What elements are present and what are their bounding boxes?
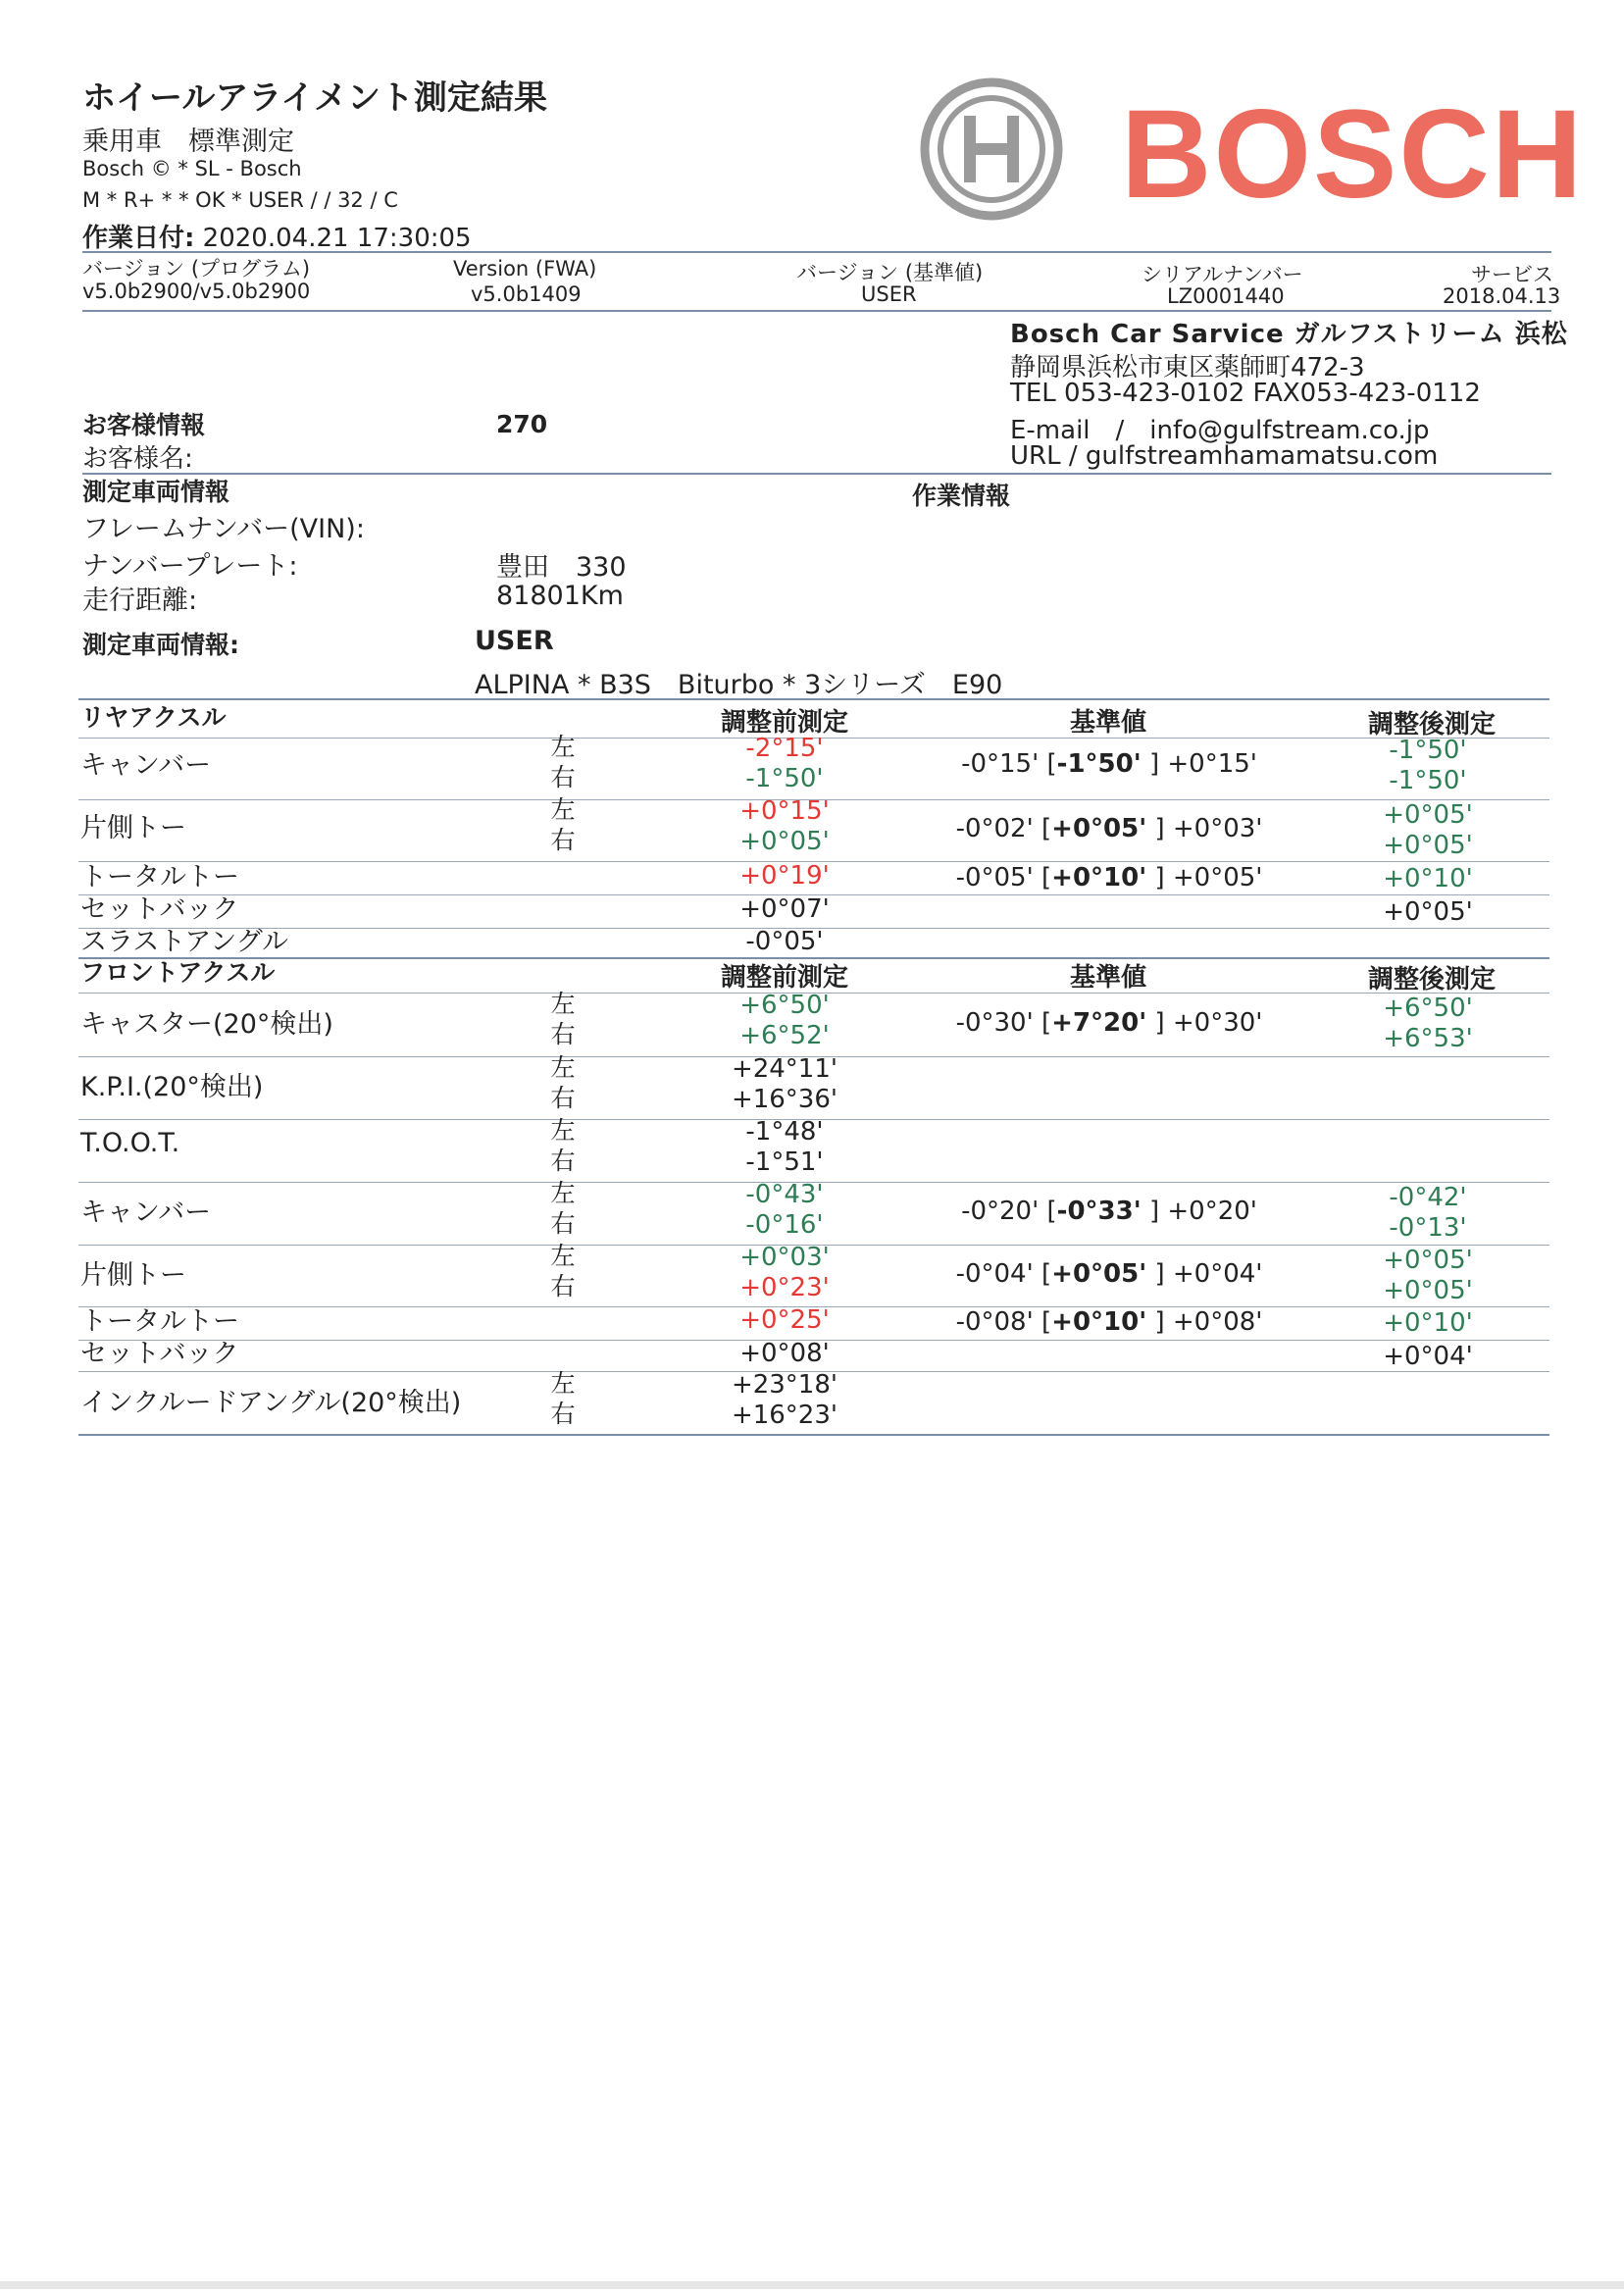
vehicle-section: 測定車両情報	[82, 478, 230, 506]
header-line1: Bosch © * SL - Bosch	[82, 157, 302, 180]
spec-nominal: +7°20'	[1051, 1008, 1147, 1038]
front-toe-label: 片側トー	[80, 1260, 186, 1291]
mileage-label: 走行距離:	[82, 586, 198, 616]
col-spec: 基準値	[1069, 963, 1146, 993]
work-info-section: 作業情報	[912, 482, 1011, 510]
spec-low: -0°15' [	[961, 749, 1057, 779]
right-marker: 右	[550, 826, 576, 854]
front-total-toe-spec	[947, 1307, 1271, 1337]
right-marker: 右	[550, 1147, 576, 1175]
rear-total-toe-after: +0°10'	[1383, 864, 1473, 893]
spec-nominal: -1°50'	[1056, 749, 1142, 779]
front-camber-label: キャンバー	[80, 1198, 212, 1228]
rear-axle-section: リヤアクスル	[80, 703, 227, 732]
left-marker: 左	[550, 733, 576, 761]
rear-camber-before-right: -1°50'	[745, 764, 824, 793]
version-fwa-value: v5.0b1409	[471, 282, 582, 306]
spec-nominal: +0°05'	[1051, 814, 1147, 843]
left-marker: 左	[550, 1242, 576, 1270]
rear-total-toe-before: +0°19'	[739, 861, 830, 891]
shop-tel: TEL 053-423-0102 FAX053-423-0112	[1010, 379, 1481, 408]
model-description: ALPINA * B3S Biturbo * 3シリーズ E90	[475, 670, 1003, 700]
left-marker: 左	[550, 1369, 576, 1398]
shop-address: 静岡県浜松市東区薬師町472-3	[1010, 353, 1365, 382]
model-user: USER	[475, 626, 554, 656]
rear-setback-after: +0°05'	[1383, 897, 1473, 927]
front-camber-before-right: -0°16'	[745, 1210, 824, 1240]
model-label: 測定車両情報:	[82, 631, 239, 659]
caster-label: キャスター(20°検出)	[80, 1009, 333, 1040]
front-total-toe-before: +0°25'	[739, 1305, 830, 1335]
divider	[78, 698, 1549, 700]
left-marker: 左	[550, 1116, 576, 1145]
spec-high: ] +0°08'	[1146, 1307, 1263, 1337]
shop-email: E-mail / info@gulfstream.co.jp	[1010, 416, 1430, 445]
divider	[82, 473, 1551, 475]
bosch-emblem-icon	[919, 76, 1064, 222]
spec-high: ] +0°03'	[1146, 814, 1263, 843]
rear-toe-before-left: +0°15'	[739, 796, 830, 826]
version-spec-label: バージョン (基準値)	[796, 261, 984, 284]
col-after: 調整後測定	[1367, 710, 1496, 739]
col-before: 調整前測定	[720, 708, 848, 738]
toot-before-right: -1°51'	[745, 1147, 824, 1177]
caster-before-left: +6°50'	[739, 991, 830, 1020]
spec-nominal: +0°10'	[1051, 863, 1147, 892]
kpi-before-left: +24°11'	[731, 1054, 838, 1084]
plate-label: ナンバープレート:	[82, 551, 298, 582]
spec-low: -0°04' [	[955, 1259, 1052, 1289]
right-marker: 右	[550, 1400, 576, 1428]
included-angle-before-left: +23°18'	[731, 1370, 838, 1400]
toot-label: T.O.O.T.	[80, 1128, 180, 1158]
spec-nominal: +0°05'	[1051, 1259, 1147, 1289]
caster-after-left: +6°50'	[1383, 994, 1473, 1023]
rear-camber-before-left: -2°15'	[745, 734, 824, 763]
page-title: ホイールアライメント測定結果	[82, 78, 547, 118]
spec-high: ] +0°30'	[1146, 1008, 1263, 1038]
mileage-value: 81801Km	[496, 581, 624, 611]
rear-toe-after-right: +0°05'	[1383, 831, 1473, 860]
work-date	[82, 218, 472, 254]
spec-low: -0°08' [	[955, 1307, 1052, 1337]
service-value: 2018.04.13	[1443, 284, 1561, 308]
front-camber-after-right: -0°13'	[1389, 1213, 1467, 1243]
rear-toe-after-left: +0°05'	[1383, 800, 1473, 830]
front-toe-before-right: +0°23'	[739, 1273, 830, 1302]
customer-section: お客様情報	[82, 411, 206, 439]
front-setback-before: +0°08'	[739, 1339, 830, 1368]
front-setback-after: +0°04'	[1383, 1342, 1473, 1371]
col-after: 調整後測定	[1367, 965, 1496, 994]
right-marker: 右	[550, 763, 576, 791]
rear-toe-before-right: +0°05'	[739, 827, 830, 856]
rear-camber-after-right: -1°50'	[1389, 766, 1467, 795]
caster-after-right: +6°53'	[1383, 1024, 1473, 1053]
divider	[82, 310, 1551, 312]
front-camber-spec	[947, 1197, 1271, 1226]
rear-total-toe-spec	[947, 863, 1271, 892]
work-date-value: 2020.04.21 17:30:05	[202, 224, 472, 253]
spec-low: -0°30' [	[955, 1008, 1052, 1038]
front-camber-before-left: -0°43'	[745, 1180, 824, 1209]
shop-url: URL / gulfstreamhamamatsu.com	[1010, 441, 1439, 471]
spec-high: ] +0°05'	[1146, 863, 1263, 892]
front-toe-spec	[947, 1259, 1271, 1289]
version-spec-value: USER	[861, 282, 917, 306]
caster-spec	[947, 1008, 1271, 1038]
work-date-label: 作業日付:	[82, 224, 195, 253]
spec-nominal: +0°10'	[1051, 1307, 1147, 1337]
scan-edge	[0, 2281, 1624, 2289]
caster-before-right: +6°52'	[739, 1021, 830, 1050]
header-line2: M * R+ * * OK * USER / / 32 / C	[82, 188, 398, 212]
front-total-toe-label: トータルトー	[80, 1306, 239, 1337]
page-subtitle: 乗用車 標準測定	[82, 127, 294, 157]
included-angle-before-right: +16°23'	[731, 1401, 838, 1430]
serial-label: シリアルナンバー	[1142, 263, 1303, 286]
plate-value: 豊田 330	[496, 552, 627, 583]
right-marker: 右	[550, 1272, 576, 1300]
toot-before-left: -1°48'	[745, 1117, 824, 1147]
version-fwa-label: Version (FWA)	[453, 257, 597, 280]
customer-name-label: お客様名:	[82, 444, 193, 474]
spec-low: -0°02' [	[955, 814, 1052, 843]
included-angle-label: インクルードアングル(20°検出)	[80, 1388, 462, 1418]
version-program-value: v5.0b2900/v5.0b2900	[82, 280, 311, 303]
spec-high: ] +0°20'	[1141, 1197, 1257, 1226]
customer-id: 270	[496, 410, 548, 438]
front-axle-section: フロントアクスル	[80, 958, 276, 987]
spec-low: -0°05' [	[955, 863, 1052, 892]
col-spec: 基準値	[1069, 708, 1146, 738]
kpi-label: K.P.I.(20°検出)	[80, 1072, 264, 1102]
left-marker: 左	[550, 795, 576, 824]
right-marker: 右	[550, 1020, 576, 1048]
spec-nominal: -0°33'	[1056, 1197, 1142, 1226]
front-setback-label: セットバック	[80, 1339, 239, 1369]
thrust-angle-before: -0°05'	[745, 927, 824, 956]
rear-toe-spec	[947, 814, 1271, 843]
serial-value: LZ0001440	[1167, 284, 1285, 308]
version-program-label: バージョン (プログラム)	[82, 257, 311, 280]
rear-setback-label: セットバック	[80, 894, 239, 925]
vin-label: フレームナンバー(VIN):	[82, 514, 365, 544]
rear-camber-spec	[947, 749, 1271, 779]
right-marker: 右	[550, 1084, 576, 1112]
spec-high: ] +0°15'	[1141, 749, 1257, 779]
service-label: サービス	[1471, 263, 1553, 286]
front-toe-before-left: +0°03'	[739, 1243, 830, 1272]
left-marker: 左	[550, 990, 576, 1018]
front-toe-after-left: +0°05'	[1383, 1246, 1473, 1275]
rear-camber-after-left: -1°50'	[1389, 736, 1467, 765]
bosch-wordmark: BOSCH	[1121, 84, 1585, 225]
rear-camber-label: キャンバー	[80, 750, 212, 781]
rear-setback-before: +0°07'	[739, 894, 830, 924]
left-marker: 左	[550, 1179, 576, 1207]
right-marker: 右	[550, 1209, 576, 1238]
front-camber-after-left: -0°42'	[1389, 1183, 1467, 1212]
col-before: 調整前測定	[720, 963, 848, 993]
kpi-before-right: +16°36'	[731, 1085, 838, 1114]
left-marker: 左	[550, 1053, 576, 1082]
rear-toe-label: 片側トー	[80, 813, 186, 843]
spec-low: -0°20' [	[961, 1197, 1057, 1226]
divider	[78, 1434, 1549, 1436]
front-total-toe-after: +0°10'	[1383, 1308, 1473, 1338]
thrust-angle-label: スラストアングル	[80, 927, 288, 957]
spec-high: ] +0°04'	[1146, 1259, 1263, 1289]
shop-name: Bosch Car Sarvice ガルフストリーム 浜松	[1010, 320, 1568, 349]
rear-total-toe-label: トータルトー	[80, 862, 239, 892]
front-toe-after-right: +0°05'	[1383, 1276, 1473, 1305]
